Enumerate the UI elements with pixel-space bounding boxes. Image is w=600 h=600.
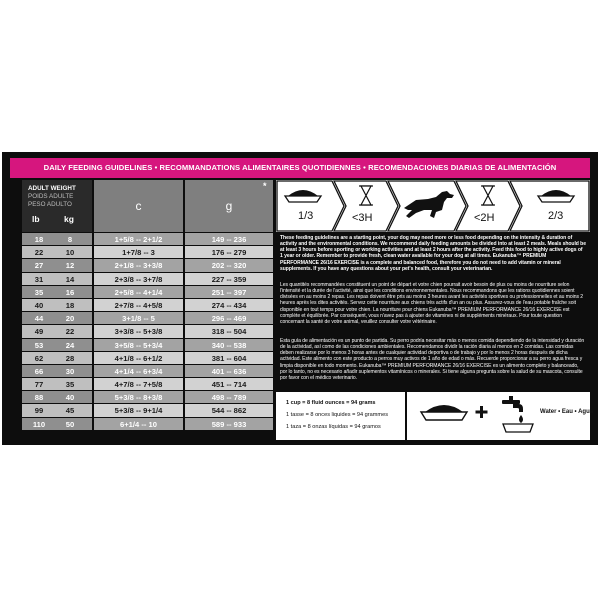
cups-cell: 6+1/4 -- 10 — [94, 418, 183, 430]
weight-kg: 18 — [65, 300, 75, 310]
grams-asterisk: * — [263, 181, 267, 191]
weight-lb: 99 — [34, 406, 44, 416]
weight-lb: 49 — [34, 327, 44, 337]
weight-kg: 35 — [65, 380, 75, 390]
weight-cell — [22, 325, 92, 337]
table-row — [22, 391, 273, 404]
weight-kg: 16 — [65, 287, 75, 297]
grams-cell: 498 -- 789 — [185, 391, 273, 403]
weight-lb: 22 — [34, 248, 44, 258]
weight-kg: 20 — [65, 314, 75, 324]
weight-lb: 77 — [34, 380, 44, 390]
weight-cell — [22, 391, 92, 403]
wait-before-label: <3H — [352, 212, 373, 224]
cup-measure-box — [276, 392, 405, 440]
cups-cell: 2+5/8 -- 4+1/4 — [94, 286, 183, 298]
grams-cell: 202 -- 320 — [185, 259, 273, 271]
grams-cell: 318 -- 504 — [185, 325, 273, 337]
weight-lb: 31 — [34, 274, 44, 284]
weight-kg: 10 — [65, 248, 75, 258]
weight-lb: 27 — [34, 261, 44, 271]
weight-cell — [22, 339, 92, 351]
feeding-table — [22, 233, 273, 431]
table-row — [22, 418, 273, 431]
table-row — [22, 299, 273, 312]
weight-lb: 62 — [34, 353, 44, 363]
bowl-icon — [421, 405, 467, 420]
guidelines-text-es: Esta guía de alimentación es un punto de partida. Su perro podría necesitar más o menos comida dependiendo de la intensidad y duración de la actividad, así como de las condiciones ambientales. Recomendamos dividir la ración diaria al menos en 2 comidas. Las comidas deben realizarse por lo menos 3 horas antes de cualquier actividad deportiva o de trabajo y por lo menos 2 horas después de dicha actividad. Este alimento con este producto a perros muy activos de 1 año de edad o más. Recuerde proporcionar a su perro agua fresca y limpia disponible en todo momento. Eukanuba™ PREMIUM PERFORMANCE 26/16 EXERCISE es un alimento completo y balanceado, por lo tanto, no es necesario añadir suplementos vitamínicos o minerales. Si tiene alguna pregunta sobre la salud de su mascota, consulte por favor con el médico veterinario. — [280, 338, 585, 381]
cups-cell: 2+7/8 -- 4+5/8 — [94, 299, 183, 311]
weight-lb: 110 — [32, 419, 46, 429]
cups-cell: 5+3/8 -- 8+3/8 — [94, 391, 183, 403]
table-row — [22, 352, 273, 365]
chevron-1 — [277, 181, 344, 231]
feeding-timeline — [276, 180, 590, 232]
cups-cell: 4+1/4 -- 6+3/4 — [94, 365, 183, 377]
water-box — [407, 392, 594, 440]
weight-kg: 50 — [65, 419, 75, 429]
portion-before-label: 1/3 — [298, 210, 314, 222]
table-row — [22, 233, 273, 246]
cups-cell: 1+5/8 -- 2+1/2 — [94, 233, 183, 245]
measure-line-en: 1 cup = 8 fluid ounces = 94 grams — [286, 400, 376, 406]
unit-lb: lb — [32, 214, 40, 224]
grams-cell: 589 -- 933 — [185, 418, 273, 430]
weight-cell — [22, 286, 92, 298]
weight-cell — [22, 404, 92, 416]
cups-cell: 2+1/8 -- 3+3/8 — [94, 259, 183, 271]
weight-cell — [22, 418, 92, 430]
portion-after-label: 2/3 — [548, 210, 564, 222]
water-illustration — [407, 392, 590, 440]
table-row — [22, 404, 273, 417]
grams-cell: 251 -- 397 — [185, 286, 273, 298]
grams-column-header: g — [185, 180, 273, 232]
weight-cell — [22, 312, 92, 324]
measure-line-es: 1 taza = 8 onzas líquidas = 94 gramos — [286, 424, 381, 430]
weight-cell — [22, 246, 92, 258]
weight-lb: 35 — [34, 287, 44, 297]
weight-kg: 30 — [65, 366, 75, 376]
weight-header-fr: POIDS ADULTE — [28, 193, 74, 200]
grams-cell: 451 -- 714 — [185, 378, 273, 390]
cups-cell: 3+1/8 -- 5 — [94, 312, 183, 324]
weight-cell — [22, 233, 92, 245]
table-row — [22, 286, 273, 299]
weight-lb: 18 — [34, 235, 44, 244]
weight-cell — [22, 273, 92, 285]
grams-cell: 176 -- 279 — [185, 246, 273, 258]
grams-cell: 274 -- 434 — [185, 299, 273, 311]
table-row — [22, 259, 273, 272]
feeding-guidelines-banner: DAILY FEEDING GUIDELINES • RECOMMANDATIONS ALIMENTAIRES QUOTIDIENNES • RECOMENDACIONES DIARIAS DE ALIMENTACIÓN — [10, 158, 590, 178]
cups-cell: 4+1/8 -- 6+1/2 — [94, 352, 183, 364]
plus-icon — [476, 406, 488, 418]
weight-kg: 12 — [65, 261, 75, 271]
table-row — [22, 365, 273, 378]
weight-kg: 22 — [65, 327, 75, 337]
weight-cell — [22, 352, 92, 364]
cups-cell: 1+7/8 -- 3 — [94, 246, 183, 258]
weight-cell — [22, 299, 92, 311]
weight-cell — [22, 365, 92, 377]
grams-cell: 544 -- 862 — [185, 404, 273, 416]
grams-cell: 296 -- 469 — [185, 312, 273, 324]
cups-cell: 5+3/8 -- 9+1/4 — [94, 404, 183, 416]
grams-cell: 381 -- 604 — [185, 352, 273, 364]
water-label: Water • Eau • Agua — [540, 409, 594, 415]
table-row — [22, 312, 273, 325]
weight-kg: 40 — [65, 393, 75, 403]
unit-kg: kg — [64, 214, 74, 224]
grams-cell: 227 -- 359 — [185, 273, 273, 285]
weight-header-es: PESO ADULTO — [28, 200, 72, 208]
table-row — [22, 325, 273, 338]
measure-line-fr: 1 tasse = 8 onces liquides = 94 grammes — [286, 412, 388, 418]
grams-cell: 340 -- 538 — [185, 339, 273, 351]
table-row — [22, 246, 273, 259]
weight-cell — [22, 259, 92, 271]
weight-lb: 40 — [34, 300, 44, 310]
cups-cell: 3+3/8 -- 5+3/8 — [94, 325, 183, 337]
chevron-5 — [510, 181, 589, 231]
weight-kg: 14 — [65, 274, 75, 284]
weight-header-en: ADULT WEIGHT — [28, 185, 76, 192]
adult-weight-header — [22, 180, 92, 232]
table-row — [22, 339, 273, 352]
weight-lb: 53 — [34, 340, 44, 350]
wait-after-label: <2H — [474, 212, 495, 224]
weight-kg: 45 — [65, 406, 75, 416]
table-row — [22, 378, 273, 391]
cups-cell: 2+3/8 -- 3+7/8 — [94, 273, 183, 285]
timeline-chevrons — [276, 180, 590, 232]
grams-cell: 401 -- 636 — [185, 365, 273, 377]
weight-kg: 8 — [67, 235, 73, 244]
guidelines-text-en: These feeding guidelines are a starting point, your dog may need more or less food depending on the intensity & duration of activity and the environmental conditions. We recommend daily feeding amounts be divided into at least 2 meals. Meals should be at least 3 hours before sporting or working activities and at least 2 hours after the activity. Feed this food to highly active dogs of 1 year or older. Remember to provide fresh, clean water available for your dog at all times. Eukanuba™ PREMIUM PERFORMANCE 26/16 EXERCISE is a complete and balanced food, therefore you do not need to add vitamin or mineral supplements. If you have any questions about your pet's health, consult your veterinarian. — [280, 235, 586, 272]
guidelines-text-fr: Les quantités recommandées constituent un point de départ et votre chien pourrait avoir besoin de plus ou moins de nourriture selon l'intensité et la durée de l'activité, ainsi que les conditions environnementales. Nous recommandons que les rations quotidiennes soient divisées en au moins 2 repas. Les repas doivent être pris au moins 3 heures avant les activités sportives ou professionnelles et au moins 2 heures après les dites activités. Servez cette nourriture aux chiens très actifs d'un an ou plus. Assurez-vous de l'eau potable fraîche soit disponible en tout temps pour votre chien. La nourriture pour chiens Eukanuba™ PREMIUM PERFORMANCE 26/16 EXERCISE est complète et équilibrée. Par conséquent, vous n'avez pas à ajouter de vitamines ni de suppléments minéraux. Pour toute question concernant la santé de votre animal, veuillez consulter votre vétérinaire. — [280, 282, 584, 325]
weight-lb: 44 — [34, 314, 44, 324]
table-row — [22, 273, 273, 286]
weight-lb: 66 — [34, 366, 44, 376]
water-tap-icon — [502, 396, 533, 432]
cups-cell: 3+5/8 -- 5+3/4 — [94, 339, 183, 351]
cups-column-header: c — [94, 180, 183, 232]
weight-lb: 88 — [34, 393, 44, 403]
weight-kg: 28 — [65, 353, 75, 363]
grams-cell: 149 -- 236 — [185, 233, 273, 245]
weight-kg: 24 — [65, 340, 75, 350]
weight-cell — [22, 378, 92, 390]
cups-cell: 4+7/8 -- 7+5/8 — [94, 378, 183, 390]
